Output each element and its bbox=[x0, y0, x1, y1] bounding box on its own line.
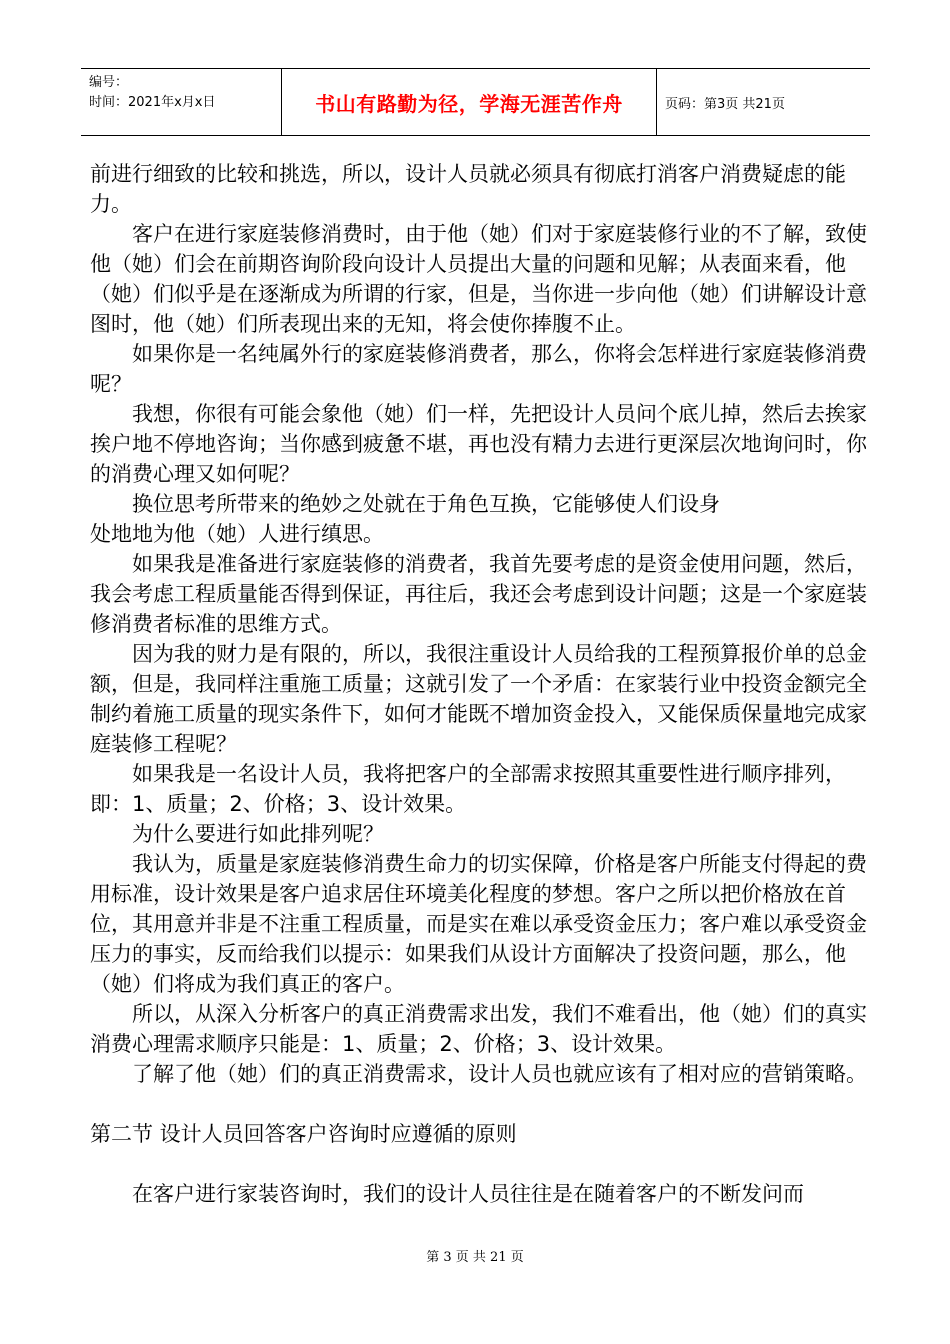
paragraph: 所以，从深入分析客户的真正消费需求出发，我们不难看出，他（她）们的真实消费心理需求顺序只能是：1、质量；2、价格；3、设计效果。 bbox=[90, 1002, 867, 1056]
paragraph: 前进行细致的比较和挑选，所以，设计人员就必须具有彻底打消客户消费疑虑的能力。 bbox=[90, 162, 846, 216]
paragraph: 了解了他（她）们的真正消费需求，设计人员也就应该有了相对应的营销策略。 bbox=[132, 1062, 867, 1086]
paragraph: 如果我是准备进行家庭装修的消费者，我首先要考虑的是资金使用问题，然后，我会考虑工程质量能否得到保证，再往后，我还会考虑到设计问题；这是一个家庭装修消费者标准的思维方式。 bbox=[90, 552, 867, 636]
paragraph: 处地地为他（她）人进行缜思。 bbox=[90, 522, 384, 546]
page-footer: 第 3 页 共 21 页 bbox=[426, 1250, 524, 1265]
paragraph: 换位思考所带来的绝妙之处就在于角色互换，它能够使人们设身 bbox=[132, 492, 720, 516]
paragraph: 如果你是一名纯属外行的家庭装修消费者，那么，你将会怎样进行家庭装修消费呢？ bbox=[90, 342, 867, 396]
paragraph: 客户在进行家庭装修消费时，由于他（她）们对于家庭装修行业的不了解，致使他（她）们会在前期咨询阶段向设计人员提出大量的问题和见解；从表面来看，他（她）们似乎是在逐渐成为所谓的行家，但是，当你进一步向他（她）们讲解设计意图时，他（她）们所表现出来的无知，将会使你捧腹不止。 bbox=[90, 222, 867, 336]
section-heading: 第二节 设计人员回答客户咨询时应遵循的原则 bbox=[90, 1122, 517, 1146]
paragraph: 在客户进行家装咨询时，我们的设计人员往往是在随着客户的不断发问而 bbox=[132, 1182, 804, 1206]
paragraph: 为什么要进行如此排列呢？ bbox=[132, 822, 384, 846]
paragraph: 我认为，质量是家庭装修消费生命力的切实保障，价格是客户所能支付得起的费用标准，设计效果是客户追求居住环境美化程度的梦想。客户之所以把价格放在首位，其用意并非是不注重工程质量，而是实在难以承受资金压力；客户难以承受资金压力的事实，反而给我们以提示：如果我们从设计方面解决了投资问题，那么，他（她）们将成为我们真正的客户。 bbox=[90, 852, 867, 996]
paragraph: 如果我是一名设计人员，我将把客户的全部需求按照其重要性进行顺序排列，即：1、质量；2、价格；3、设计效果。 bbox=[90, 762, 846, 816]
paragraph: 因为我的财力是有限的，所以，我很注重设计人员给我的工程预算报价单的总金额，但是，我同样注重施工质量；这就引发了一个矛盾：在家装行业中投资金额完全制约着施工质量的现实条件下，如何才能既不增加资金投入，又能保质保量地完成家庭装修工程呢？ bbox=[90, 642, 867, 756]
paragraph: 我想，你很有可能会象他（她）们一样，先把设计人员问个底儿掉，然后去挨家挨户地不停地咨询；当你感到疲惫不堪，再也没有精力去进行更深层次地询问时，你的消费心理又如何呢？ bbox=[90, 402, 867, 486]
header-date-label: 时间：2021年x月x日 bbox=[89, 95, 216, 110]
header-page-info: 页码：第3页 共21页 bbox=[665, 96, 785, 112]
header-motto: 书山有路勤为径，学海无涯苦作舟 bbox=[281, 69, 657, 135]
document-header bbox=[81, 68, 870, 136]
document-body bbox=[90, 159, 880, 1209]
header-meta bbox=[81, 69, 281, 135]
header-number-label: 编号： bbox=[89, 75, 129, 90]
